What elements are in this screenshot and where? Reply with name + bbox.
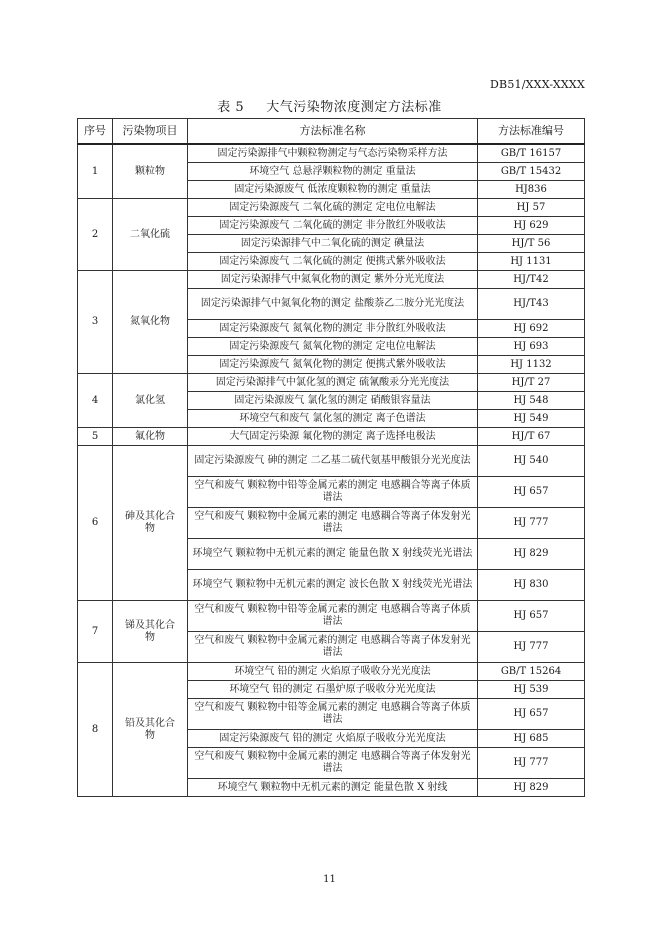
method-code-cell: HJ 693 [478, 338, 585, 356]
method-code-cell: HJ 540 [478, 446, 585, 477]
serial-number-cell: 5 [78, 428, 113, 446]
method-name-cell: 环境空气 颗粒物中无机元素的测定 波长色散 X 射线荧光光谱法 [188, 570, 478, 601]
method-code-cell: HJ 539 [478, 681, 585, 699]
serial-number-cell: 2 [78, 199, 113, 271]
method-name-cell: 固定污染源废气 砷的测定 二乙基二硫代氨基甲酸银分光光度法 [188, 446, 478, 477]
method-name-cell: 固定污染源废气 氮氧化物的测定 定电位电解法 [188, 338, 478, 356]
method-code-cell: GB/T 15432 [478, 163, 585, 181]
method-code-cell: HJ 657 [478, 477, 585, 508]
table-row [78, 663, 585, 681]
method-name-cell: 空气和废气 颗粒物中金属元素的测定 电感耦合等离子体发射光谱法 [188, 632, 478, 663]
method-name-cell: 固定污染源废气 铅的测定 火焰原子吸收分光光度法 [188, 730, 478, 748]
pollutant-cell: 氯化氢 [113, 374, 188, 428]
method-code-cell: HJ 629 [478, 217, 585, 235]
pollutant-cell: 砷及其化合物 [113, 446, 188, 601]
method-name-cell: 固定污染源废气 氯化氢的测定 硝酸银容量法 [188, 392, 478, 410]
table-title [0, 96, 659, 115]
table-row [78, 271, 585, 289]
method-code-cell: HJ 777 [478, 508, 585, 539]
table-header-row [78, 119, 585, 145]
method-name-cell: 环境空气 颗粒物中无机元素的测定 能量色散 X 射线荧光光谱法 [188, 539, 478, 570]
table-row [78, 374, 585, 392]
method-code-cell: HJ 548 [478, 392, 585, 410]
col-header-method-code: 方法标准编号 [478, 119, 585, 145]
method-name-cell: 固定污染源废气 二氧化硫的测定 非分散红外吸收法 [188, 217, 478, 235]
method-name-cell: 固定污染源排气中氮氧化物的测定 盐酸萘乙二胺分光光度法 [188, 289, 478, 320]
pollutant-cell: 铅及其化合物 [113, 663, 188, 797]
method-code-cell: HJ 657 [478, 601, 585, 632]
method-name-cell: 环境空气 总悬浮颗粒物的测定 重量法 [188, 163, 478, 181]
serial-number-cell: 6 [78, 446, 113, 601]
method-code-cell: HJ 692 [478, 320, 585, 338]
method-code-cell: HJ 57 [478, 199, 585, 217]
method-name-cell: 大气固定污染源 氟化物的测定 离子选择电极法 [188, 428, 478, 446]
table-caption: 大气污染物浓度测定方法标准 [266, 100, 442, 115]
method-code-cell: HJ 829 [478, 539, 585, 570]
method-code-cell: HJ 1132 [478, 356, 585, 374]
standards-table [77, 118, 585, 797]
pollutant-cell: 氮氧化物 [113, 271, 188, 374]
method-name-cell: 固定污染源排气中颗粒物测定与气态污染物采样方法 [188, 144, 478, 163]
pollutant-cell: 二氧化硫 [113, 199, 188, 271]
method-name-cell: 固定污染源废气 氮氧化物的测定 非分散红外吸收法 [188, 320, 478, 338]
method-name-cell: 环境空气 铅的测定 火焰原子吸收分光光度法 [188, 663, 478, 681]
method-code-cell: HJ 549 [478, 410, 585, 428]
pollutant-cell: 颗粒物 [113, 144, 188, 199]
table-number: 表 5 [217, 100, 245, 115]
method-name-cell: 固定污染源排气中氮氧化物的测定 紫外分光光度法 [188, 271, 478, 289]
serial-number-cell: 7 [78, 601, 113, 663]
method-name-cell: 空气和废气 颗粒物中铅等金属元素的测定 电感耦合等离子体质谱法 [188, 477, 478, 508]
col-header-method-name: 方法标准名称 [188, 119, 478, 145]
method-code-cell: HJ 685 [478, 730, 585, 748]
method-code-cell: HJ/T 27 [478, 374, 585, 392]
table-row [78, 428, 585, 446]
method-name-cell: 环境空气 颗粒物中无机元素的测定 能量色散 X 射线 [188, 779, 478, 797]
table-body [78, 144, 585, 797]
method-code-cell: HJ/T 56 [478, 235, 585, 253]
table-row [78, 601, 585, 632]
method-code-cell: HJ 830 [478, 570, 585, 601]
method-code-cell: HJ 777 [478, 748, 585, 779]
serial-number-cell: 8 [78, 663, 113, 797]
method-code-cell: HJ/T43 [478, 289, 585, 320]
method-name-cell: 固定污染源废气 低浓度颗粒物的测定 重量法 [188, 181, 478, 199]
method-name-cell: 固定污染源废气 氮氧化物的测定 便携式紫外吸收法 [188, 356, 478, 374]
pollutant-cell: 锑及其化合物 [113, 601, 188, 663]
method-name-cell: 环境空气和废气 氯化氢的测定 离子色谱法 [188, 410, 478, 428]
method-name-cell: 空气和废气 颗粒物中铅等金属元素的测定 电感耦合等离子体质谱法 [188, 601, 478, 632]
serial-number-cell: 3 [78, 271, 113, 374]
pollutant-cell: 氟化物 [113, 428, 188, 446]
document-code: DB51/XXX-XXXX [490, 78, 585, 91]
method-code-cell: HJ/T 67 [478, 428, 585, 446]
method-name-cell: 空气和废气 颗粒物中铅等金属元素的测定 电感耦合等离子体质谱法 [188, 699, 478, 730]
method-name-cell: 环境空气 铅的测定 石墨炉原子吸收分光光度法 [188, 681, 478, 699]
table-row [78, 446, 585, 477]
method-name-cell: 空气和废气 颗粒物中金属元素的测定 电感耦合等离子体发射光谱法 [188, 748, 478, 779]
method-code-cell: GB/T 15264 [478, 663, 585, 681]
method-name-cell: 固定污染源废气 二氧化硫的测定 定电位电解法 [188, 199, 478, 217]
method-code-cell: HJ 829 [478, 779, 585, 797]
serial-number-cell: 1 [78, 144, 113, 199]
method-code-cell: GB/T 16157 [478, 144, 585, 163]
method-code-cell: HJ 1131 [478, 253, 585, 271]
page-number: 11 [323, 874, 336, 885]
method-code-cell: HJ836 [478, 181, 585, 199]
method-code-cell: HJ 777 [478, 632, 585, 663]
method-name-cell: 固定污染源排气中二氧化硫的测定 碘量法 [188, 235, 478, 253]
col-header-serial: 序号 [78, 119, 113, 145]
table-row [78, 144, 585, 163]
table-row [78, 199, 585, 217]
col-header-pollutant: 污染物项目 [113, 119, 188, 145]
method-code-cell: HJ 657 [478, 699, 585, 730]
method-name-cell: 空气和废气 颗粒物中金属元素的测定 电感耦合等离子体发射光谱法 [188, 508, 478, 539]
method-name-cell: 固定污染源废气 二氧化硫的测定 便携式紫外吸收法 [188, 253, 478, 271]
method-code-cell: HJ/T42 [478, 271, 585, 289]
serial-number-cell: 4 [78, 374, 113, 428]
method-name-cell: 固定污染源排气中氯化氢的测定 硫氰酸汞分光光度法 [188, 374, 478, 392]
